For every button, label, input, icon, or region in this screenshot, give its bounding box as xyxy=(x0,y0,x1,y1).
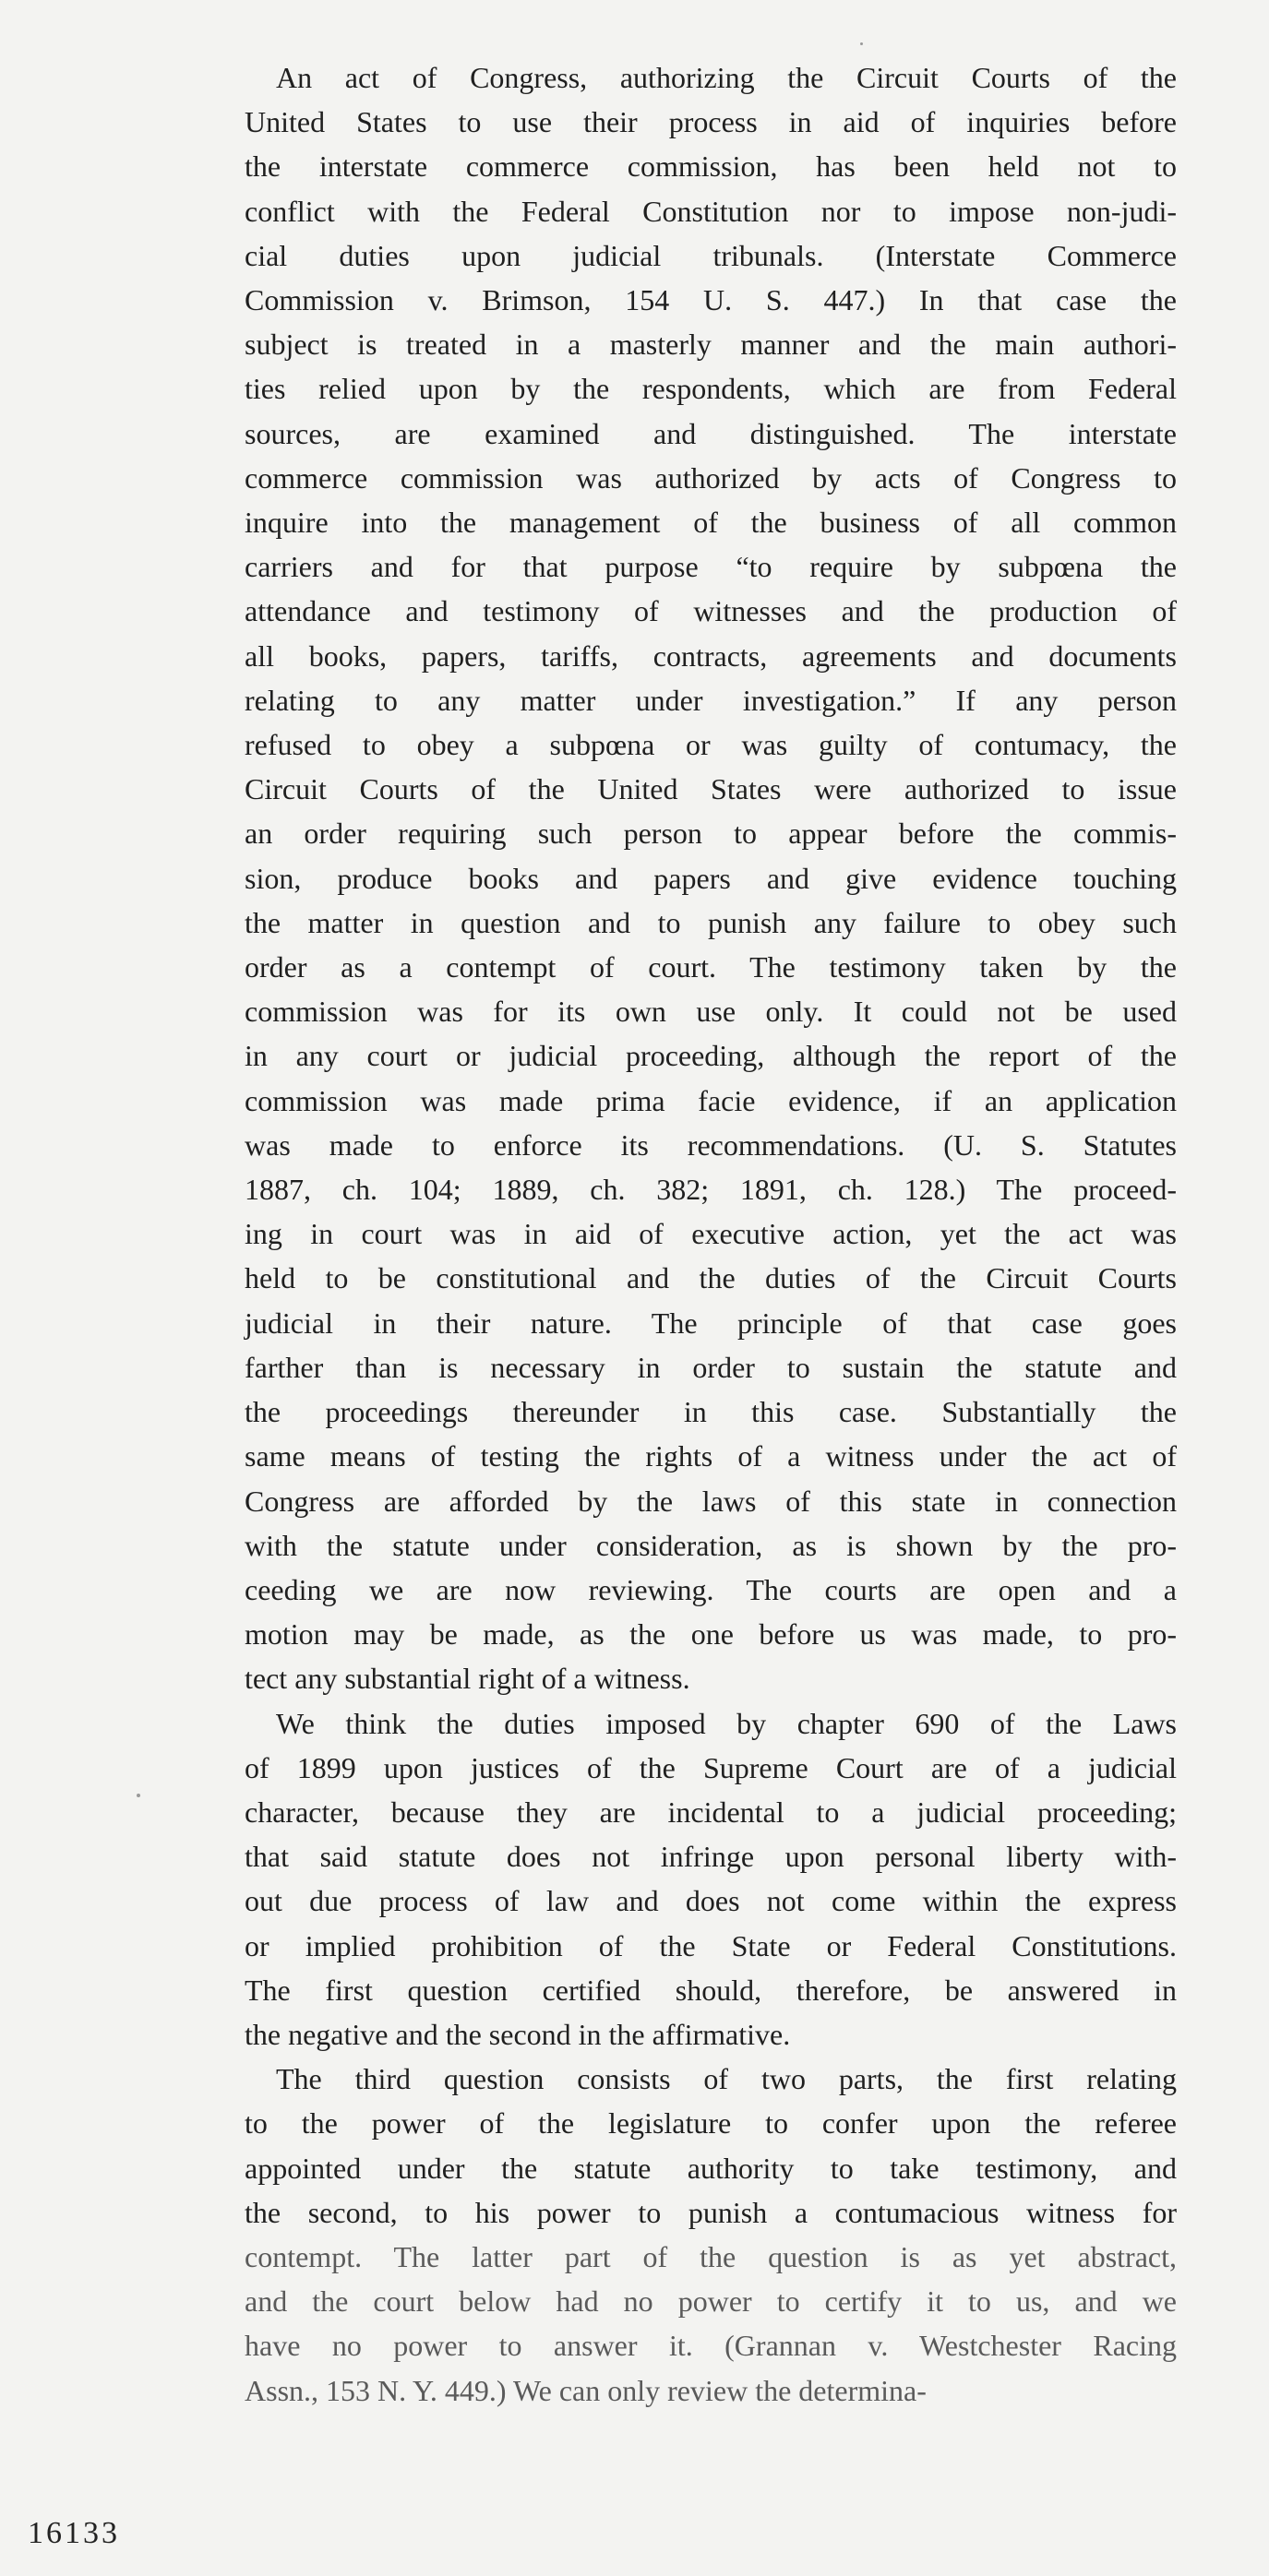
text-line: appointed under the statute authority to take testimony, and xyxy=(245,2151,1177,2185)
text-line: motion may be made, as the one before us was made, to pro- xyxy=(245,1617,1177,1652)
text-line: was made to enforce its recommendations. (U. S. Statutes xyxy=(245,1127,1177,1162)
text-line: the second, to his power to punish a contumacious witness for xyxy=(245,2195,1177,2229)
paragraph-duties-judicial xyxy=(245,1701,1177,2057)
text-line: ing in court was in aid of executive action, yet the act was xyxy=(245,1217,1177,1251)
text-line: same means of testing the rights of a witness under the act of xyxy=(245,1439,1177,1473)
text-line: judicial in their nature. The principle of that case goes xyxy=(245,1306,1177,1340)
paragraph-third-question xyxy=(245,2057,1177,2413)
text-line: commission was made prima facie evidence, if an application xyxy=(245,1083,1177,1117)
text-line: commerce commission was authorized by acts of Congress to xyxy=(245,460,1177,495)
text-line: to the power of the legislature to confer upon the referee xyxy=(245,2106,1177,2141)
text-line: Assn., 153 N. Y. 449.) We can only review the determina- xyxy=(245,2373,927,2407)
scan-speck xyxy=(137,1794,140,1797)
text-line: tect any substantial right of a witness. xyxy=(245,1662,690,1696)
text-line: We think the duties imposed by chapter 690 of the Laws xyxy=(276,1706,1177,1740)
text-line: sion, produce books and papers and give evidence touching xyxy=(245,861,1177,895)
text-line: United States to use their process in aid of inquiries before xyxy=(245,105,1177,139)
text-line: contempt. The latter part of the question is as yet abstract, xyxy=(245,2239,1177,2273)
text-line: the interstate commerce commission, has been held not to xyxy=(245,149,1177,184)
text-line: Congress are afforded by the laws of this state in connection xyxy=(245,1484,1177,1518)
text-line: in any court or judicial proceeding, although the report of the xyxy=(245,1039,1177,1073)
text-line: all books, papers, tariffs, contracts, agreements and documents xyxy=(245,638,1177,673)
text-line: The third question consists of two parts, the first relating xyxy=(276,2062,1177,2096)
text-line: the matter in question and to punish any failure to obey such xyxy=(245,905,1177,939)
text-line: of 1899 upon justices of the Supreme Court are of a judicial xyxy=(245,1750,1177,1784)
text-line: held to be constitutional and the duties of the Circuit Courts xyxy=(245,1261,1177,1295)
text-line: with the statute under consideration, as is shown by the pro- xyxy=(245,1528,1177,1562)
text-line: have no power to answer it. (Grannan v. Westchester Racing xyxy=(245,2329,1177,2363)
text-line: the negative and the second in the affirmative. xyxy=(245,2017,791,2051)
text-line: An act of Congress, authorizing the Circuit Courts of the xyxy=(276,61,1177,94)
text-line: Circuit Courts of the United States were authorized to issue xyxy=(245,772,1177,806)
paragraph-congress-act xyxy=(245,55,1177,1701)
text-line: and the court below had no power to certify it to us, and we xyxy=(245,2284,1177,2319)
text-line: ties relied upon by the respondents, which are from Federal xyxy=(245,372,1177,406)
text-line: relating to any matter under investigation.” If any person xyxy=(245,683,1177,717)
text-line: out due process of law and does not come within the express xyxy=(245,1884,1177,1918)
text-line: sources, are examined and distinguished. The interstate xyxy=(245,416,1177,450)
text-line: subject is treated in a masterly manner and the main authori- xyxy=(245,328,1177,362)
text-line: The first question certified should, therefore, be answered in xyxy=(245,1973,1177,2007)
page-number: 16133 xyxy=(28,2516,120,2550)
text-line: 1887, ch. 104; 1889, ch. 382; 1891, ch. 128.) The proceed- xyxy=(245,1173,1177,1207)
text-line: order as a contempt of court. The testimony taken by the xyxy=(245,950,1177,984)
text-line: carriers and for that purpose “to require by subpœna the xyxy=(245,550,1177,584)
text-line: ceeding we are now reviewing. The courts are open and a xyxy=(245,1572,1177,1606)
text-line: inquire into the management of the business of all common xyxy=(245,506,1177,540)
text-line: Commission v. Brimson, 154 U. S. 447.) In that case the xyxy=(245,283,1177,317)
body-text xyxy=(245,55,1177,2413)
text-line: conflict with the Federal Constitution nor to impose non-judi- xyxy=(245,194,1177,228)
text-line: farther than is necessary in order to sustain the statute and xyxy=(245,1350,1177,1384)
text-line: the proceedings thereunder in this case. Substantially the xyxy=(245,1395,1177,1429)
text-line: character, because they are incidental to a judicial proceeding; xyxy=(245,1795,1177,1829)
text-line: attendance and testimony of witnesses and the production of xyxy=(245,594,1177,628)
text-line: or implied prohibition of the State or Federal Constitutions. xyxy=(245,1928,1177,1962)
scan-speck xyxy=(860,42,863,45)
text-line: refused to obey a subpœna or was guilty of contumacy, the xyxy=(245,728,1177,762)
text-line: that said statute does not infringe upon personal liberty with- xyxy=(245,1840,1177,1874)
text-line: an order requiring such person to appear before the commis- xyxy=(245,817,1177,851)
text-line: cial duties upon judicial tribunals. (Interstate Commerce xyxy=(245,238,1177,272)
text-line: commission was for its own use only. It could not be used xyxy=(245,995,1177,1029)
